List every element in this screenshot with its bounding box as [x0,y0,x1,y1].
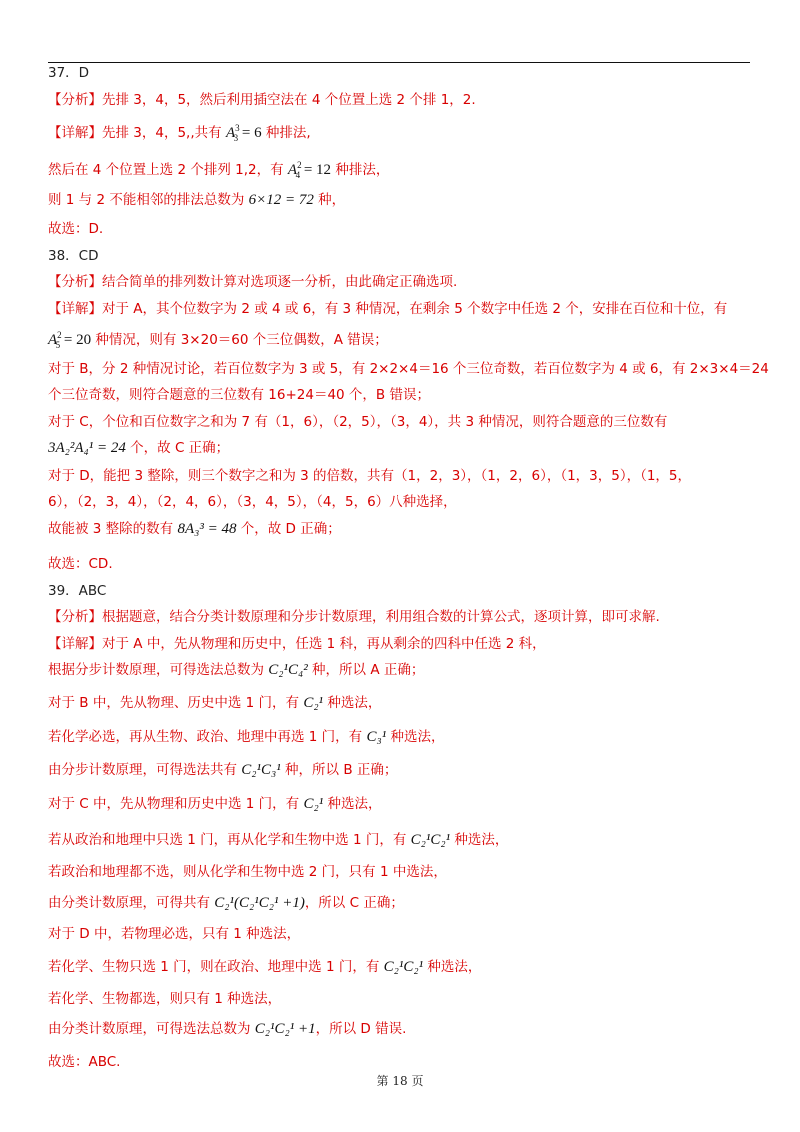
math-expression: C₂¹ [303,695,324,711]
text-line: 个三位奇数，则符合题意的三位数有 16+24＝40 个，B 错误； [48,387,430,403]
math-expression: $A^3_3 = 6$ [225,123,262,143]
math-expression: $A^2_4 = 12$ [287,160,332,180]
text-line: 【详解】对于 A 中，先从物理和历史中，任选 1 科，再从剩余的四科中任选 2 科， [48,636,546,652]
math-expression: 3A₂²A₄¹ = 24 [48,440,126,456]
text-line: 故选：ABC. [48,1054,121,1070]
math-expression: C₂¹(C₂¹C₂¹ +1) [214,895,305,911]
text-line: 对于 D 中，若物理必选，只有 1 种选法， [48,926,301,942]
text-line: 若政治和地理都不选，则从化学和生物中选 2 门，只有 1 中选法， [48,864,447,880]
text-line: 【分析】先排 3，4，5，然后利用插空法在 4 个位置上选 2 个排 1，2. [48,92,476,108]
text-line: 39．ABC [48,583,107,599]
text-line: 由分类计数原理，可得选法总数为 C₂¹C₂¹ +1，所以 D 错误. [48,1021,407,1037]
text-line: 故选：D. [48,221,104,237]
math-expression: 6×12 = 72 [248,192,314,208]
text-line: 根据分步计数原理，可得选法总数为 C₂¹C₄² 种，所以 A 正确； [48,662,425,678]
text-line: 若从政治和地理中只选 1 门，再从化学和生物中选 1 门，有 C₂¹C₂¹ 种选法， [48,832,509,848]
header-rule [48,62,750,63]
text-line: 【详解】对于 A，其个位数字为 2 或 4 或 6，有 3 种情况，在剩余 5 个数字中任选 2 个，安排在百位和十位，有 [48,301,728,317]
text-line: 故能被 3 整除的数有 8A₃³ = 48 个，故 D 正确； [48,521,341,537]
text-line: 由分步计数原理，可得选法共有 C₂¹C₃¹ 种，所以 B 正确； [48,762,398,778]
text-line: 3A₂²A₄¹ = 24 个，故 C 正确； [48,440,230,456]
text-line: 由分类计数原理，可得共有 C₂¹(C₂¹C₂¹ +1)，所以 C 正确； [48,895,404,911]
text-line: 则 1 与 2 不能相邻的排法总数为 6×12 = 72 种， [48,192,346,208]
text-line: 然后在 4 个位置上选 2 个排列 1,2，有 $A^2_4 = 12$ 种排法， [48,160,390,180]
text-line: $A^2_5 = 20$ 种情况，则有 3×20＝60 个三位偶数，A 错误； [48,330,388,350]
text-line: 若化学、生物只选 1 门，则在政治、地理中选 1 门，有 C₂¹C₂¹ 种选法， [48,959,482,975]
text-line: 【分析】结合简单的排列数计算对选项逐一分析，由此确定正确选项. [48,274,458,290]
math-expression: C₂¹C₂¹ +1 [254,1021,316,1037]
math-expression: C₂¹C₃¹ [241,762,281,778]
math-expression: $A^2_5 = 20$ [48,330,92,350]
text-line: 对于 C 中，先从物理和历史中选 1 门，有 C₂¹ 种选法， [48,796,382,812]
math-expression: C₃¹ [366,729,387,745]
text-line: 对于 C，个位和百位数字之和为 7 有（1，6），（2，5），（3，4），共 3 种情况，则符合题意的三位数有 [48,414,668,430]
text-line: 【分析】根据题意，结合分类计数原理和分步计数原理，利用组合数的计算公式，逐项计算，即可求解. [48,609,660,625]
math-expression: C₂¹C₂¹ [383,959,424,975]
text-line: 【详解】先排 3，4，5,,共有 $A^3_3 = 6$ 种排法, [48,123,311,143]
text-line: 对于 D，能把 3 整除，则三个数字之和为 3 的倍数，共有（1，2，3），（1，2，6），（1，3，5），（1，5， [48,468,692,484]
text-line: 若化学、生物都选，则只有 1 种选法， [48,991,282,1007]
text-line: 对于 B，分 2 种情况讨论，若百位数字为 3 或 5，有 2×2×4＝16 个三位奇数，若百位数字为 4 或 6，有 2×3×4＝24 [48,361,769,377]
math-expression: C₂¹C₂¹ [410,832,451,848]
math-expression: C₂¹ [303,796,324,812]
page-footer: 第 18 页 [376,1074,424,1088]
text-line: 6），（2，3，4），（2，4，6），（3，4，5），（4，5，6）八种选择， [48,494,457,510]
text-line: 故选：CD. [48,556,113,572]
text-line: 37．D [48,65,90,81]
text-line: 若化学必选，再从生物、政治、地理中再选 1 门，有 C₃¹ 种选法， [48,729,445,745]
text-line: 对于 B 中，先从物理、历史中选 1 门，有 C₂¹ 种选法， [48,695,382,711]
text-line: 38．CD [48,248,99,264]
math-expression: 8A₃³ = 48 [177,521,237,537]
math-expression: C₂¹C₄² [268,662,308,678]
